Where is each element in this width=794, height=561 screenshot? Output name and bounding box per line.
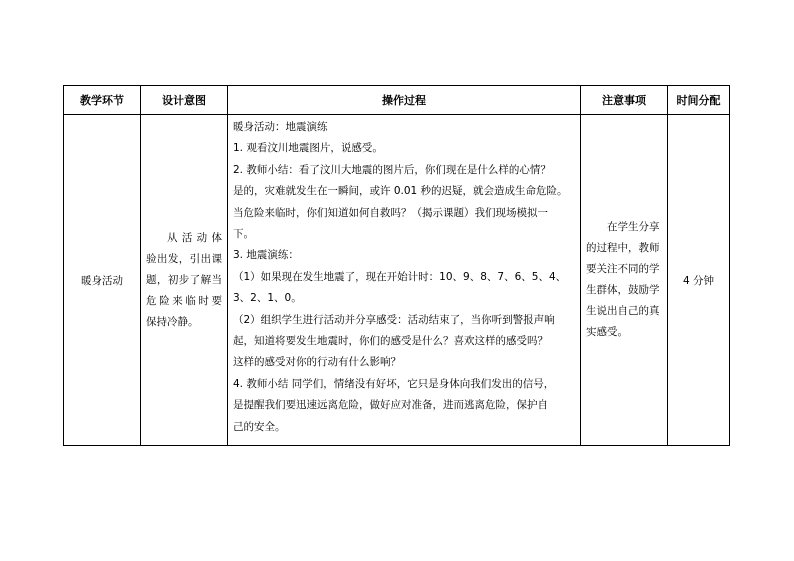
process-line: 3、2、1、0。 [233, 292, 302, 305]
intent-line: 题，初步了解当 [146, 273, 222, 286]
process-cell [228, 115, 581, 446]
process-line: 当危险来临时，你们知道如何自救吗？（揭示课题）我们现场模拟一 [233, 206, 548, 219]
process-line: （2）组织学生进行活动并分享感受：活动结束了，当你听到警报声响 [233, 313, 555, 326]
header-intent: 设计意图 [141, 86, 228, 115]
header-process: 操作过程 [228, 86, 581, 115]
process-line: 4. 教师小结 同学们，情绪没有好坏，它只是身体向我们发出的信号， [233, 377, 555, 390]
process-line: 3. 地震演练： [233, 249, 299, 262]
intent-line: 从活动体 [167, 231, 222, 244]
header-notes: 注意事项 [581, 86, 668, 115]
header-time: 时间分配 [668, 86, 730, 115]
intent-line: 保持冷静。 [146, 315, 199, 328]
time-cell: 4 分钟 [668, 115, 730, 446]
notes-line: 在学生分享 [607, 221, 660, 233]
notes-line: 生说出自己的真 [586, 305, 660, 317]
notes-line: 要关注不同的学 [586, 263, 660, 275]
table-header-row [64, 86, 730, 115]
notes-cell [581, 115, 668, 446]
table-row [64, 115, 730, 446]
process-line: 下。 [233, 228, 254, 241]
process-line: 1. 观看汶川地震图片，说感受。 [233, 142, 383, 155]
process-line: 是提醒我们要迅速远离危险，做好应对准备，进而逃离危险，保护自 [233, 399, 548, 412]
process-line: 己的安全。 [233, 420, 286, 433]
process-line: 2. 教师小结：看了汶川大地震的图片后，你们现在是什么样的心情？ [233, 163, 551, 176]
notes-line: 生群体，鼓励学 [586, 284, 660, 296]
process-line: 起，知道将要发生地震时，你们的感受是什么？喜欢这样的感受吗？ [233, 335, 548, 348]
intent-line: 危险来临时要 [146, 294, 222, 307]
notes-line: 的过程中，教师 [586, 242, 660, 254]
stage-cell: 暖身活动 [64, 115, 141, 446]
process-line: 这样的感受对你的行动有什么影响？ [233, 356, 401, 369]
process-line: 暖身活动：地震演练 [233, 121, 328, 133]
header-stage: 教学环节 [64, 86, 141, 115]
process-line: 是的，灾难就发生在一瞬间，或许 0.01 秒的迟疑，就会造成生命危险。 [233, 185, 568, 198]
intent-line: 验出发，引出课 [146, 252, 222, 265]
intent-cell [141, 115, 228, 446]
lesson-plan-table [63, 85, 730, 446]
process-line: （1）如果现在发生地震了，现在开始计时：10、9、8、7、6、5、4、 [233, 270, 567, 283]
notes-line: 实感受。 [586, 326, 628, 338]
